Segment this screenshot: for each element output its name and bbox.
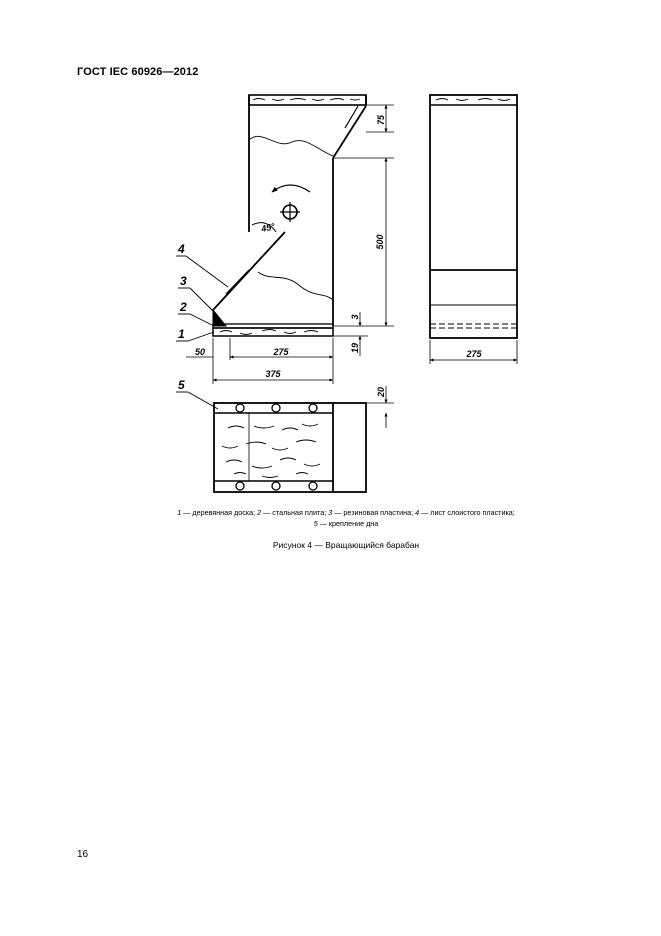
dimension-375: 375 xyxy=(265,369,281,379)
legend-number: 3 xyxy=(328,508,333,517)
angle-label: 45° xyxy=(260,221,276,234)
legend-text: — деревянная доска; xyxy=(181,508,258,517)
dimension-20: 20 xyxy=(376,386,386,398)
legend-text: — резиновая пластина; xyxy=(332,508,416,517)
front-view xyxy=(213,95,366,336)
callout-4: 4 xyxy=(178,242,185,256)
dimension-275-side: 275 xyxy=(466,349,482,359)
legend-text: — лист слоистого пластика; xyxy=(419,508,515,517)
callout-1: 1 xyxy=(178,327,185,341)
legend-number: 1 xyxy=(177,508,182,517)
side-view xyxy=(430,95,517,364)
legend-number: 4 xyxy=(415,508,420,517)
legend-text: — крепление дна xyxy=(317,519,379,528)
figure-caption: Рисунок 4 — Вращающийся барабан xyxy=(272,540,420,550)
legend-number: 5 xyxy=(313,519,318,528)
bottom-view xyxy=(214,386,394,492)
dimension-500: 500 xyxy=(375,234,385,250)
front-dimension-lines xyxy=(186,105,394,384)
callout-5: 5 xyxy=(178,378,185,392)
dimension-275-front: 275 xyxy=(273,347,289,357)
dimension-75: 75 xyxy=(376,114,386,126)
legend-line-1 xyxy=(100,507,592,518)
callout-3: 3 xyxy=(180,274,187,288)
dimension-19: 19 xyxy=(350,342,360,354)
dimension-3: 3 xyxy=(350,314,360,320)
legend-line-2 xyxy=(100,518,592,529)
callout-2: 2 xyxy=(180,300,187,314)
legend-text: — стальная плита; xyxy=(261,508,329,517)
legend-number: 2 xyxy=(257,508,262,517)
document-header: ГОСТ IEC 60926—2012 xyxy=(77,66,199,78)
page-number: 16 xyxy=(77,849,89,860)
dimension-50: 50 xyxy=(194,347,206,357)
